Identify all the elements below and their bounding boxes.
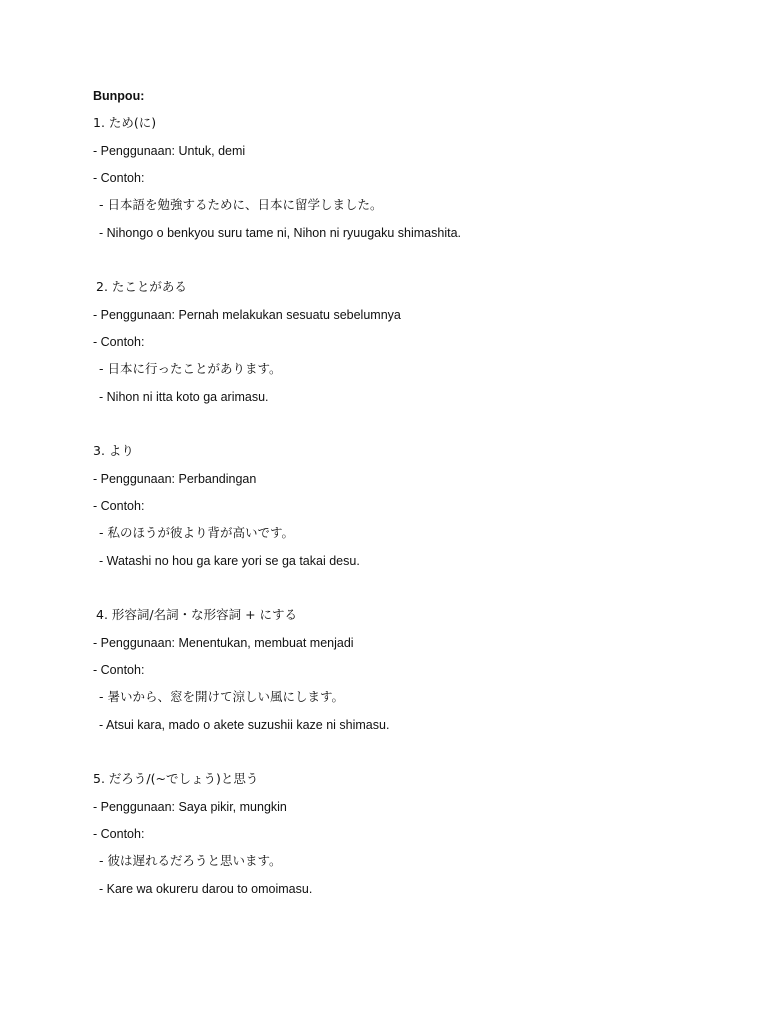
grammar-title-4: 4. 形容詞/名詞・な形容詞 + にする (96, 607, 298, 622)
grammar-example-romaji-2: - Nihon ni itta koto ga arimasu. (99, 390, 269, 404)
grammar-usage-1: - Penggunaan: Untuk, demi (93, 144, 246, 158)
grammar-usage-3: - Penggunaan: Perbandingan (93, 472, 257, 486)
grammar-example-romaji-3: - Watashi no hou ga kare yori se ga takai desu. (99, 554, 360, 568)
doc-heading: Bunpou: (93, 89, 145, 103)
grammar-example-jp-3: - 私のほうが彼より背が高いです。 (99, 525, 294, 540)
grammar-example-label-3: - Contoh: (93, 499, 145, 513)
grammar-title-2: 2. たことがある (96, 279, 187, 294)
grammar-title-3: 3. より (93, 443, 134, 458)
grammar-example-romaji-4: - Atsui kara, mado o akete suzushii kaze ni shimasu. (99, 718, 390, 732)
grammar-usage-2: - Penggunaan: Pernah melakukan sesuatu sebelumnya (93, 308, 401, 322)
grammar-usage-5: - Penggunaan: Saya pikir, mungkin (93, 800, 287, 814)
grammar-example-label-2: - Contoh: (93, 335, 145, 349)
grammar-example-jp-4: - 暑いから、窓を開けて涼しい風にします。 (99, 689, 344, 704)
grammar-title-5: 5. だろう/(~でしょう)と思う (93, 771, 259, 786)
grammar-example-jp-2: - 日本に行ったことがあります。 (99, 361, 282, 376)
grammar-example-label-5: - Contoh: (93, 827, 145, 841)
grammar-usage-4: - Penggunaan: Menentukan, membuat menjadi (93, 636, 354, 650)
grammar-example-romaji-1: - Nihongo o benkyou suru tame ni, Nihon ni ryuugaku shimashita. (99, 226, 462, 240)
grammar-example-label-4: - Contoh: (93, 663, 145, 677)
grammar-example-jp-1: - 日本語を勉強するために、日本に留学しました。 (99, 197, 383, 212)
grammar-example-label-1: - Contoh: (93, 171, 145, 185)
grammar-title-1: 1. ため(に) (93, 115, 157, 130)
grammar-example-romaji-5: - Kare wa okureru darou to omoimasu. (99, 882, 313, 896)
grammar-example-jp-5: - 彼は遅れるだろうと思います。 (99, 853, 282, 868)
